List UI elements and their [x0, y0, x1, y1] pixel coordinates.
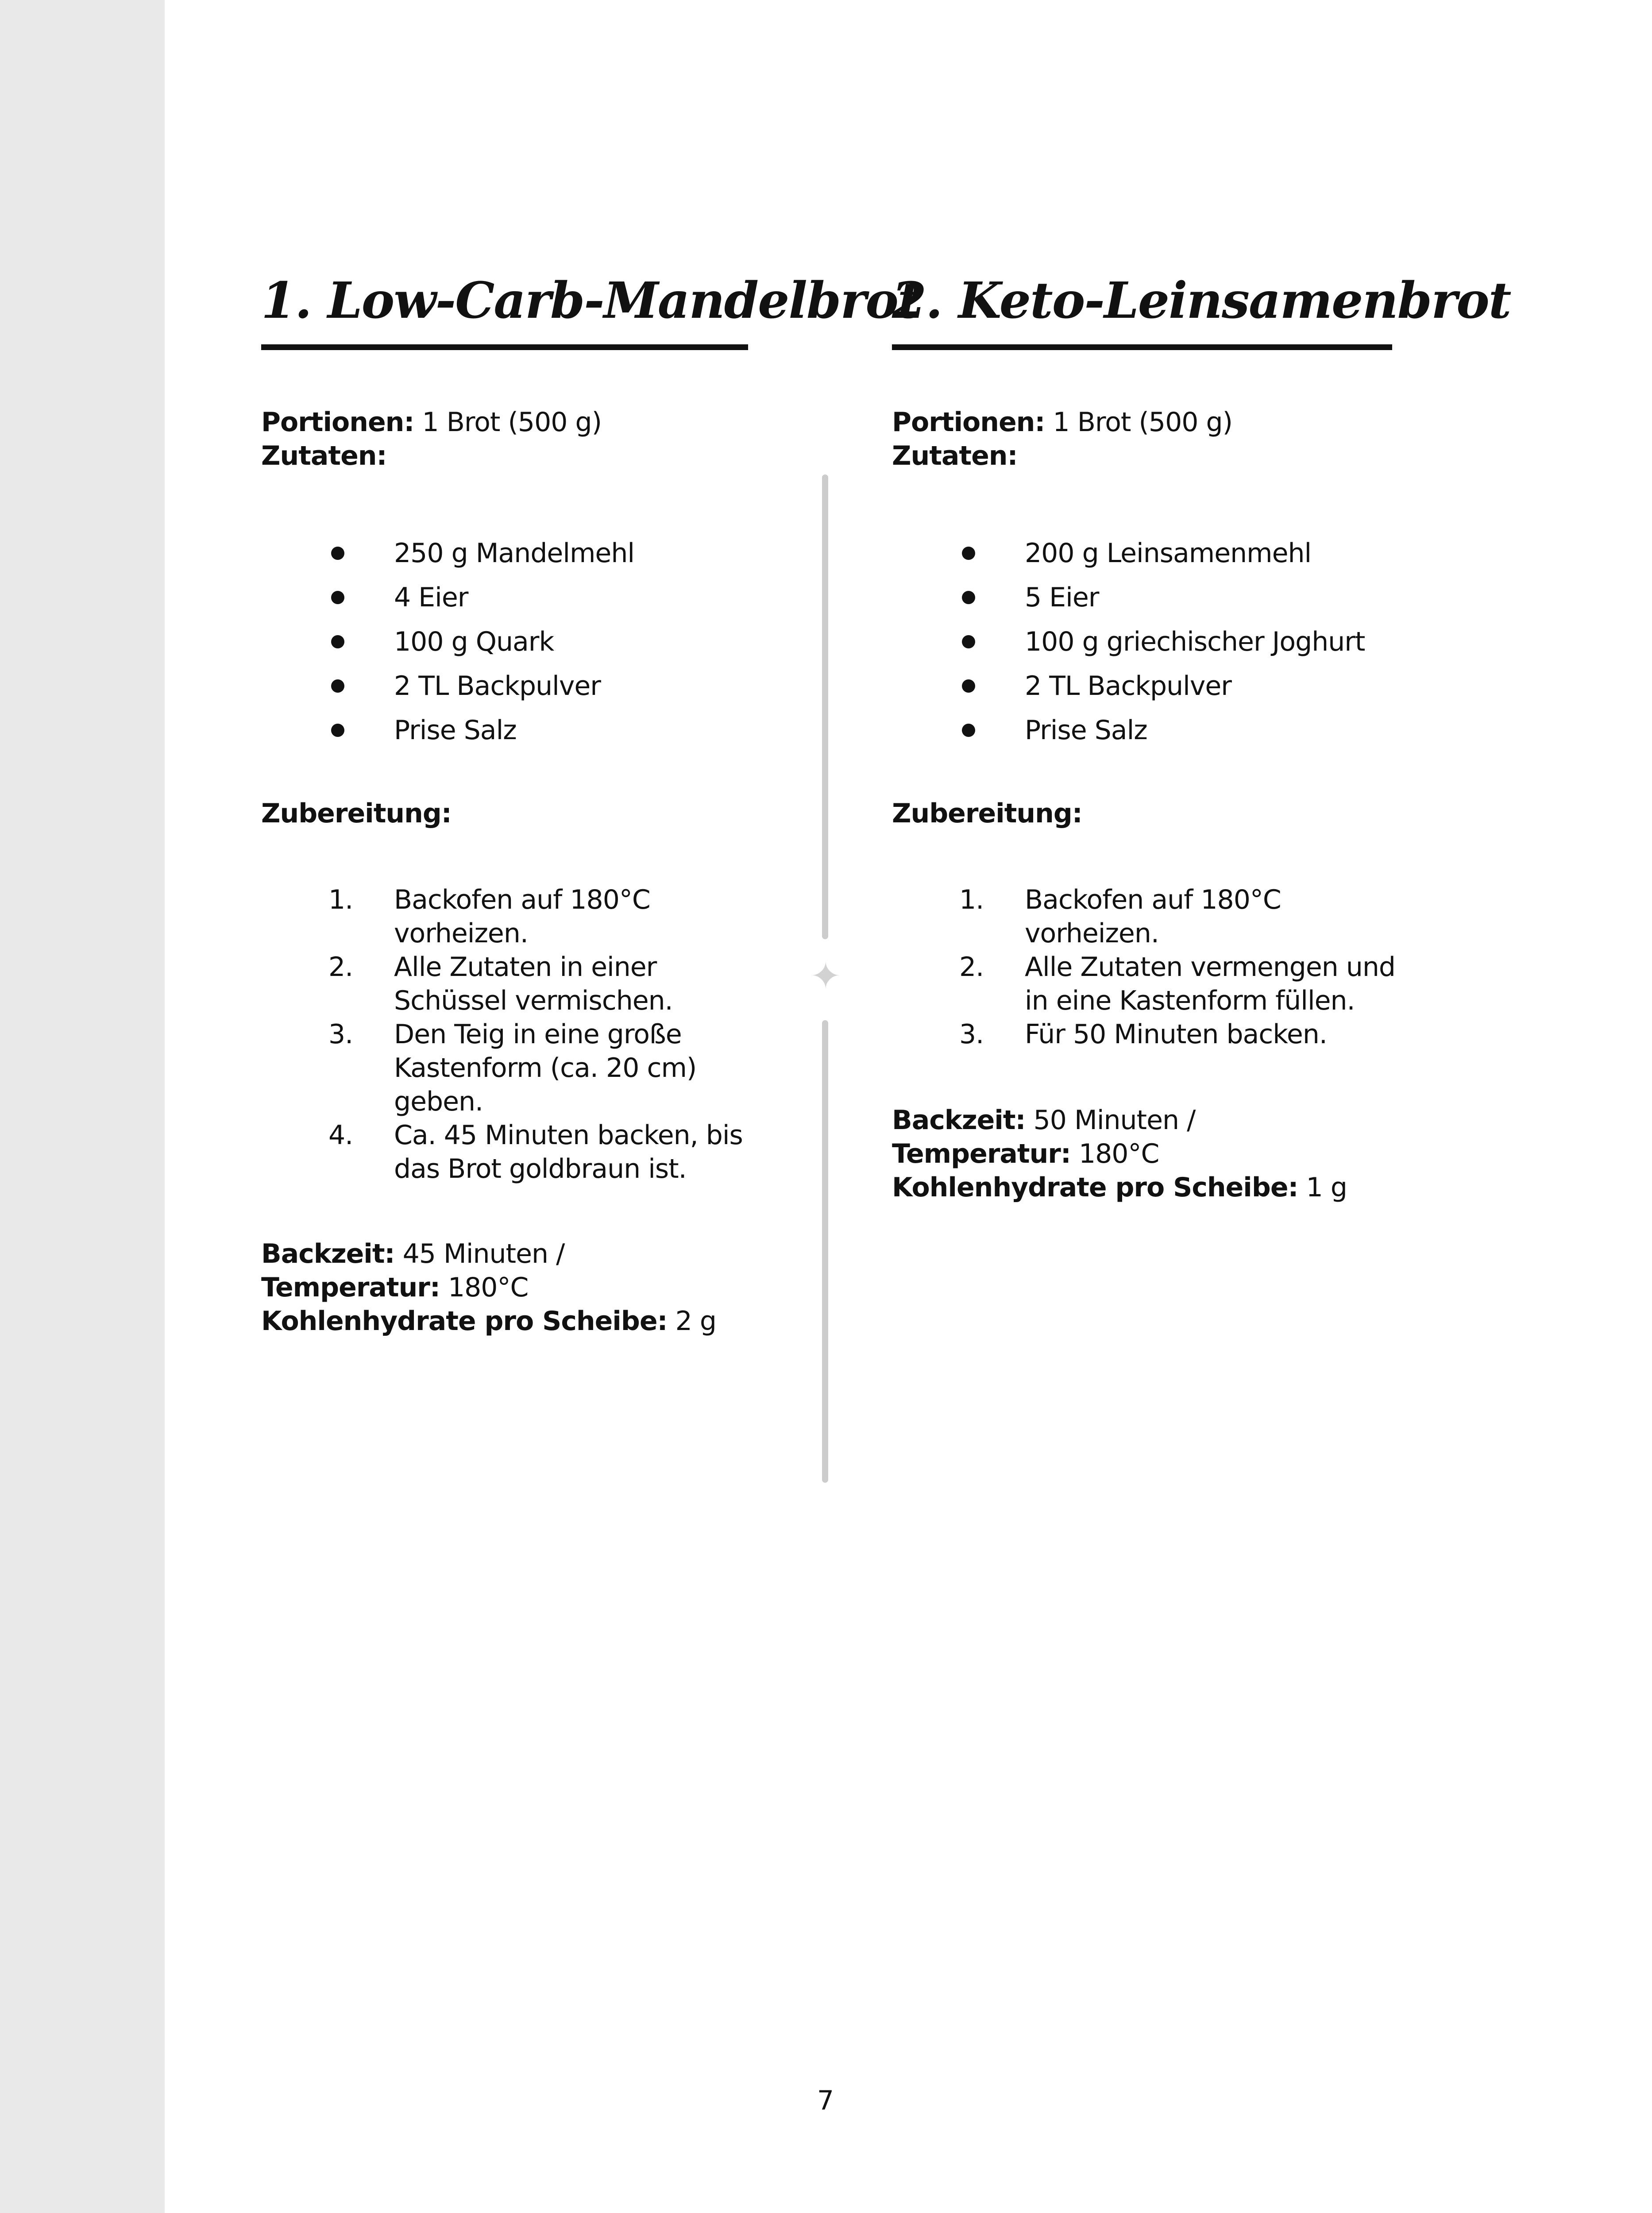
- temperature-label: Temperatur:: [892, 1138, 1071, 1169]
- bake-time-value: 50 Minuten: [1033, 1105, 1179, 1136]
- ingredients-label: Zutaten:: [261, 440, 387, 471]
- ingredient-text: 100 g griechischer Joghurt: [1025, 626, 1365, 657]
- ingredient-item: [892, 575, 1365, 620]
- step-text: Backofen auf 180°C vorheizen.: [394, 884, 650, 949]
- bullet-icon: [331, 591, 344, 604]
- ingredient-item: [261, 708, 634, 752]
- column-divider-bottom: [822, 1020, 828, 1483]
- carbs-value: 1 g: [1306, 1172, 1347, 1203]
- step-number: 4.: [328, 1120, 353, 1151]
- carbs-value: 2 g: [675, 1306, 716, 1337]
- step-number: 3.: [328, 1019, 353, 1050]
- ingredient-text: 250 g Mandelmehl: [394, 538, 635, 569]
- ingredient-list: [261, 531, 634, 752]
- ingredient-text: 2 TL Backpulver: [394, 671, 601, 702]
- step-list: [261, 883, 748, 1186]
- ingredient-item: [892, 664, 1365, 708]
- sparkle-icon: ✦: [810, 954, 841, 998]
- recipe-title: 2. Keto-Leinsamenbrot: [892, 272, 1511, 330]
- ingredient-item: [261, 531, 634, 575]
- ingredient-text: 200 g Leinsamenmehl: [1025, 538, 1312, 569]
- step-number: 3.: [959, 1019, 984, 1050]
- page-number: 7: [817, 2085, 834, 2116]
- ingredient-item: [892, 531, 1365, 575]
- step-number: 1.: [959, 884, 984, 915]
- portions-value: 1 Brot (500 g): [1053, 407, 1233, 438]
- ingredient-text: 5 Eier: [1025, 582, 1099, 613]
- portions-label: Portionen:: [892, 407, 1045, 438]
- ingredient-text: Prise Salz: [394, 715, 517, 746]
- bullet-icon: [962, 679, 975, 693]
- step-number: 2.: [959, 952, 984, 983]
- bake-time-label: Backzeit:: [892, 1105, 1026, 1136]
- bullet-icon: [962, 547, 975, 560]
- step-item: [892, 950, 1397, 1018]
- bullet-icon: [331, 679, 344, 693]
- bake-time-value: 45 Minuten: [402, 1238, 548, 1269]
- temperature-value: 180°C: [1078, 1138, 1159, 1169]
- portions-label: Portionen:: [261, 407, 414, 438]
- ingredient-item: [261, 664, 634, 708]
- step-item: [261, 1018, 748, 1118]
- bullet-icon: [331, 547, 344, 560]
- temperature-label: Temperatur:: [261, 1272, 440, 1303]
- ingredient-text: 2 TL Backpulver: [1025, 671, 1231, 702]
- page-margin-sidebar: [0, 0, 165, 2213]
- recipe-meta: [261, 405, 766, 473]
- bullet-icon: [331, 635, 344, 648]
- step-text: Für 50 Minuten backen.: [1025, 1019, 1327, 1050]
- recipe-summary: [261, 1237, 730, 1338]
- ingredient-list: [892, 531, 1365, 752]
- recipe-summary: [892, 1103, 1361, 1204]
- step-item: [261, 1118, 748, 1186]
- step-text: Alle Zutaten vermengen und in eine Kastenform füllen.: [1025, 952, 1395, 1016]
- carbs-label: Kohlenhydrate pro Scheibe:: [892, 1172, 1298, 1203]
- ingredient-item: [892, 620, 1365, 664]
- title-underline: [261, 344, 748, 350]
- step-item: [892, 1018, 1397, 1051]
- bullet-icon: [962, 591, 975, 604]
- step-list: [892, 883, 1397, 1051]
- preparation-label: Zubereitung:: [892, 798, 1082, 829]
- recipe-meta: [892, 405, 1397, 473]
- step-text: Backofen auf 180°C vorheizen.: [1025, 884, 1281, 949]
- ingredient-text: Prise Salz: [1025, 715, 1147, 746]
- separator: /: [1187, 1105, 1196, 1136]
- ingredient-text: 100 g Quark: [394, 626, 554, 657]
- step-text: Ca. 45 Minuten backen, bis das Brot goldbraun ist.: [394, 1120, 743, 1184]
- portions-line: [892, 405, 1397, 439]
- bullet-icon: [331, 724, 344, 737]
- step-number: 2.: [328, 952, 353, 983]
- bullet-icon: [962, 635, 975, 648]
- ingredient-item: [892, 708, 1365, 752]
- carbs-label: Kohlenhydrate pro Scheibe:: [261, 1306, 668, 1337]
- column-divider-top: [822, 474, 828, 939]
- ingredients-label: Zutaten:: [892, 440, 1018, 471]
- ingredient-item: [261, 575, 634, 620]
- bake-time-label: Backzeit:: [261, 1238, 395, 1269]
- step-number: 1.: [328, 884, 353, 915]
- step-text: Den Teig in eine große Kastenform (ca. 20 cm) geben.: [394, 1019, 697, 1117]
- portions-value: 1 Brot (500 g): [422, 407, 602, 438]
- step-item: [892, 883, 1397, 950]
- title-underline: [892, 344, 1392, 350]
- ingredient-text: 4 Eier: [394, 582, 468, 613]
- recipe-title: 1. Low-Carb-Mandelbrot: [261, 272, 920, 330]
- bullet-icon: [962, 724, 975, 737]
- preparation-label: Zubereitung:: [261, 798, 452, 829]
- separator: /: [556, 1238, 565, 1269]
- temperature-value: 180°C: [448, 1272, 529, 1303]
- step-item: [261, 883, 748, 950]
- portions-line: [261, 405, 766, 439]
- step-text: Alle Zutaten in einer Schüssel vermischen.: [394, 952, 673, 1016]
- ingredient-item: [261, 620, 634, 664]
- step-item: [261, 950, 748, 1018]
